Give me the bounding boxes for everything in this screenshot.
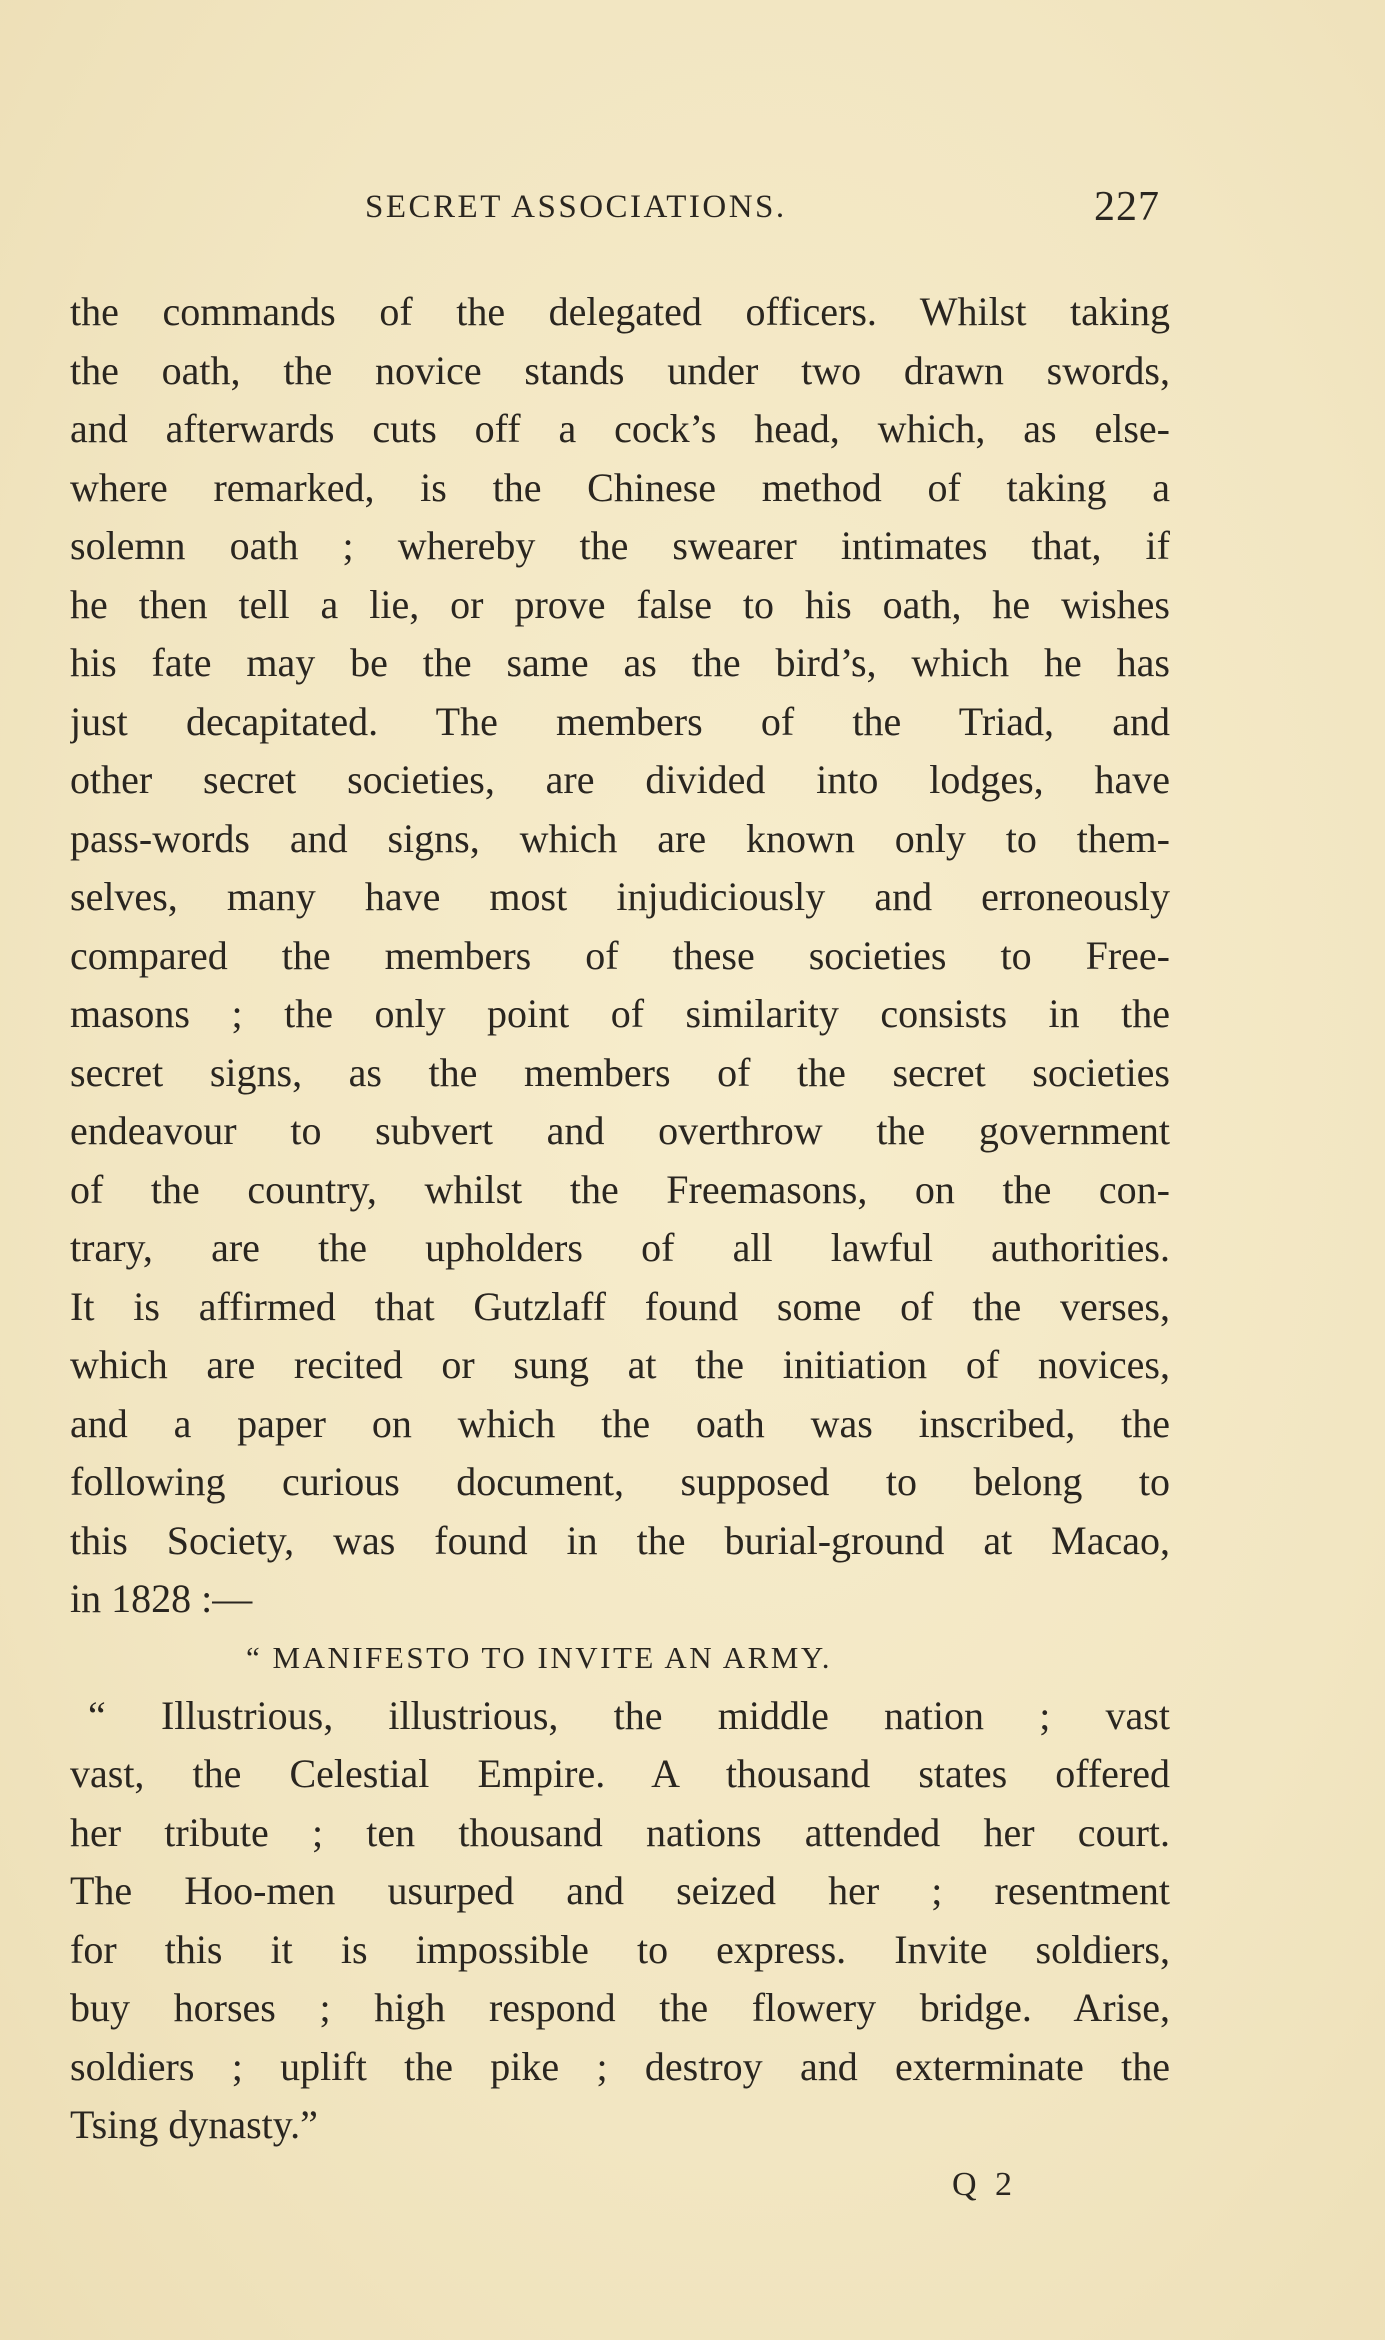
text-line: pass-words and signs, which are known only to them-	[70, 815, 1170, 861]
text-line: just decapitated. The members of the Triad, and	[70, 698, 1170, 744]
text-line: this Society, was found in the burial-ground at Macao,	[70, 1517, 1170, 1563]
body-text	[70, 283, 1170, 2155]
text-line: The Hoo-men usurped and seized her ; resentment	[70, 1868, 1170, 1913]
text-line: solemn oath ; whereby the swearer intimates that, if	[70, 523, 1170, 568]
text-line: It is affirmed that Gutzlaff found some of the verses,	[70, 1283, 1170, 1329]
text-line: of the country, whilst the Freemasons, on the con-	[70, 1166, 1170, 1212]
signature-mark: Q 2	[952, 2166, 1018, 2203]
running-head	[365, 181, 1160, 233]
text-line: soldiers ; uplift the pike ; destroy and exterminate the	[70, 2043, 1170, 2089]
text-line: masons ; the only point of similarity consists in the	[70, 991, 1170, 1036]
text-line: where remarked, is the Chinese method of taking a	[70, 464, 1170, 510]
text-line: and afterwards cuts off a cock’s head, which, as else-	[70, 406, 1170, 451]
paragraph-2	[70, 1687, 1170, 2155]
text-line: in 1828 :—	[70, 1576, 253, 1621]
text-line: he then tell a lie, or prove false to his oath, he wishes	[70, 581, 1170, 627]
text-line: selves, many have most injudiciously and erroneously	[70, 874, 1170, 919]
text-line: the commands of the delegated officers. Whilst taking	[70, 289, 1170, 334]
text-line: which are recited or sung at the initiation of novices,	[70, 1342, 1170, 1387]
text-line: secret signs, as the members of the secret societies	[70, 1049, 1170, 1095]
text-line: buy horses ; high respond the flowery bridge. Arise,	[70, 1985, 1170, 2030]
text-line: compared the members of these societies to Free-	[70, 932, 1170, 978]
text-line: and a paper on which the oath was inscribed, the	[70, 1400, 1170, 1446]
text-line: vast, the Celestial Empire. A thousand states offered	[70, 1751, 1170, 1796]
text-line: his fate may be the same as the bird’s, which he has	[70, 640, 1170, 685]
text-line: her tribute ; ten thousand nations attended her court.	[70, 1809, 1170, 1855]
page-number: 227	[1094, 184, 1160, 230]
manifesto-heading: “ MANIFESTO TO INVITE AN ARMY.	[246, 1639, 832, 1675]
running-title: SECRET ASSOCIATIONS.	[365, 189, 787, 225]
text-line: trary, are the upholders of all lawful authorities.	[70, 1225, 1170, 1270]
paragraph-1	[70, 283, 1170, 1629]
text-line: endeavour to subvert and overthrow the government	[70, 1108, 1170, 1153]
text-line: “ Illustrious, illustrious, the middle nation ; vast	[88, 1692, 1170, 1738]
text-line: the oath, the novice stands under two drawn swords,	[70, 347, 1170, 393]
text-line: following curious document, supposed to belong to	[70, 1459, 1170, 1504]
text-line: other secret societies, are divided into lodges, have	[70, 757, 1170, 802]
text-line: Tsing dynasty.”	[70, 2102, 318, 2147]
text-line: for this it is impossible to express. Invite soldiers,	[70, 1926, 1170, 1972]
